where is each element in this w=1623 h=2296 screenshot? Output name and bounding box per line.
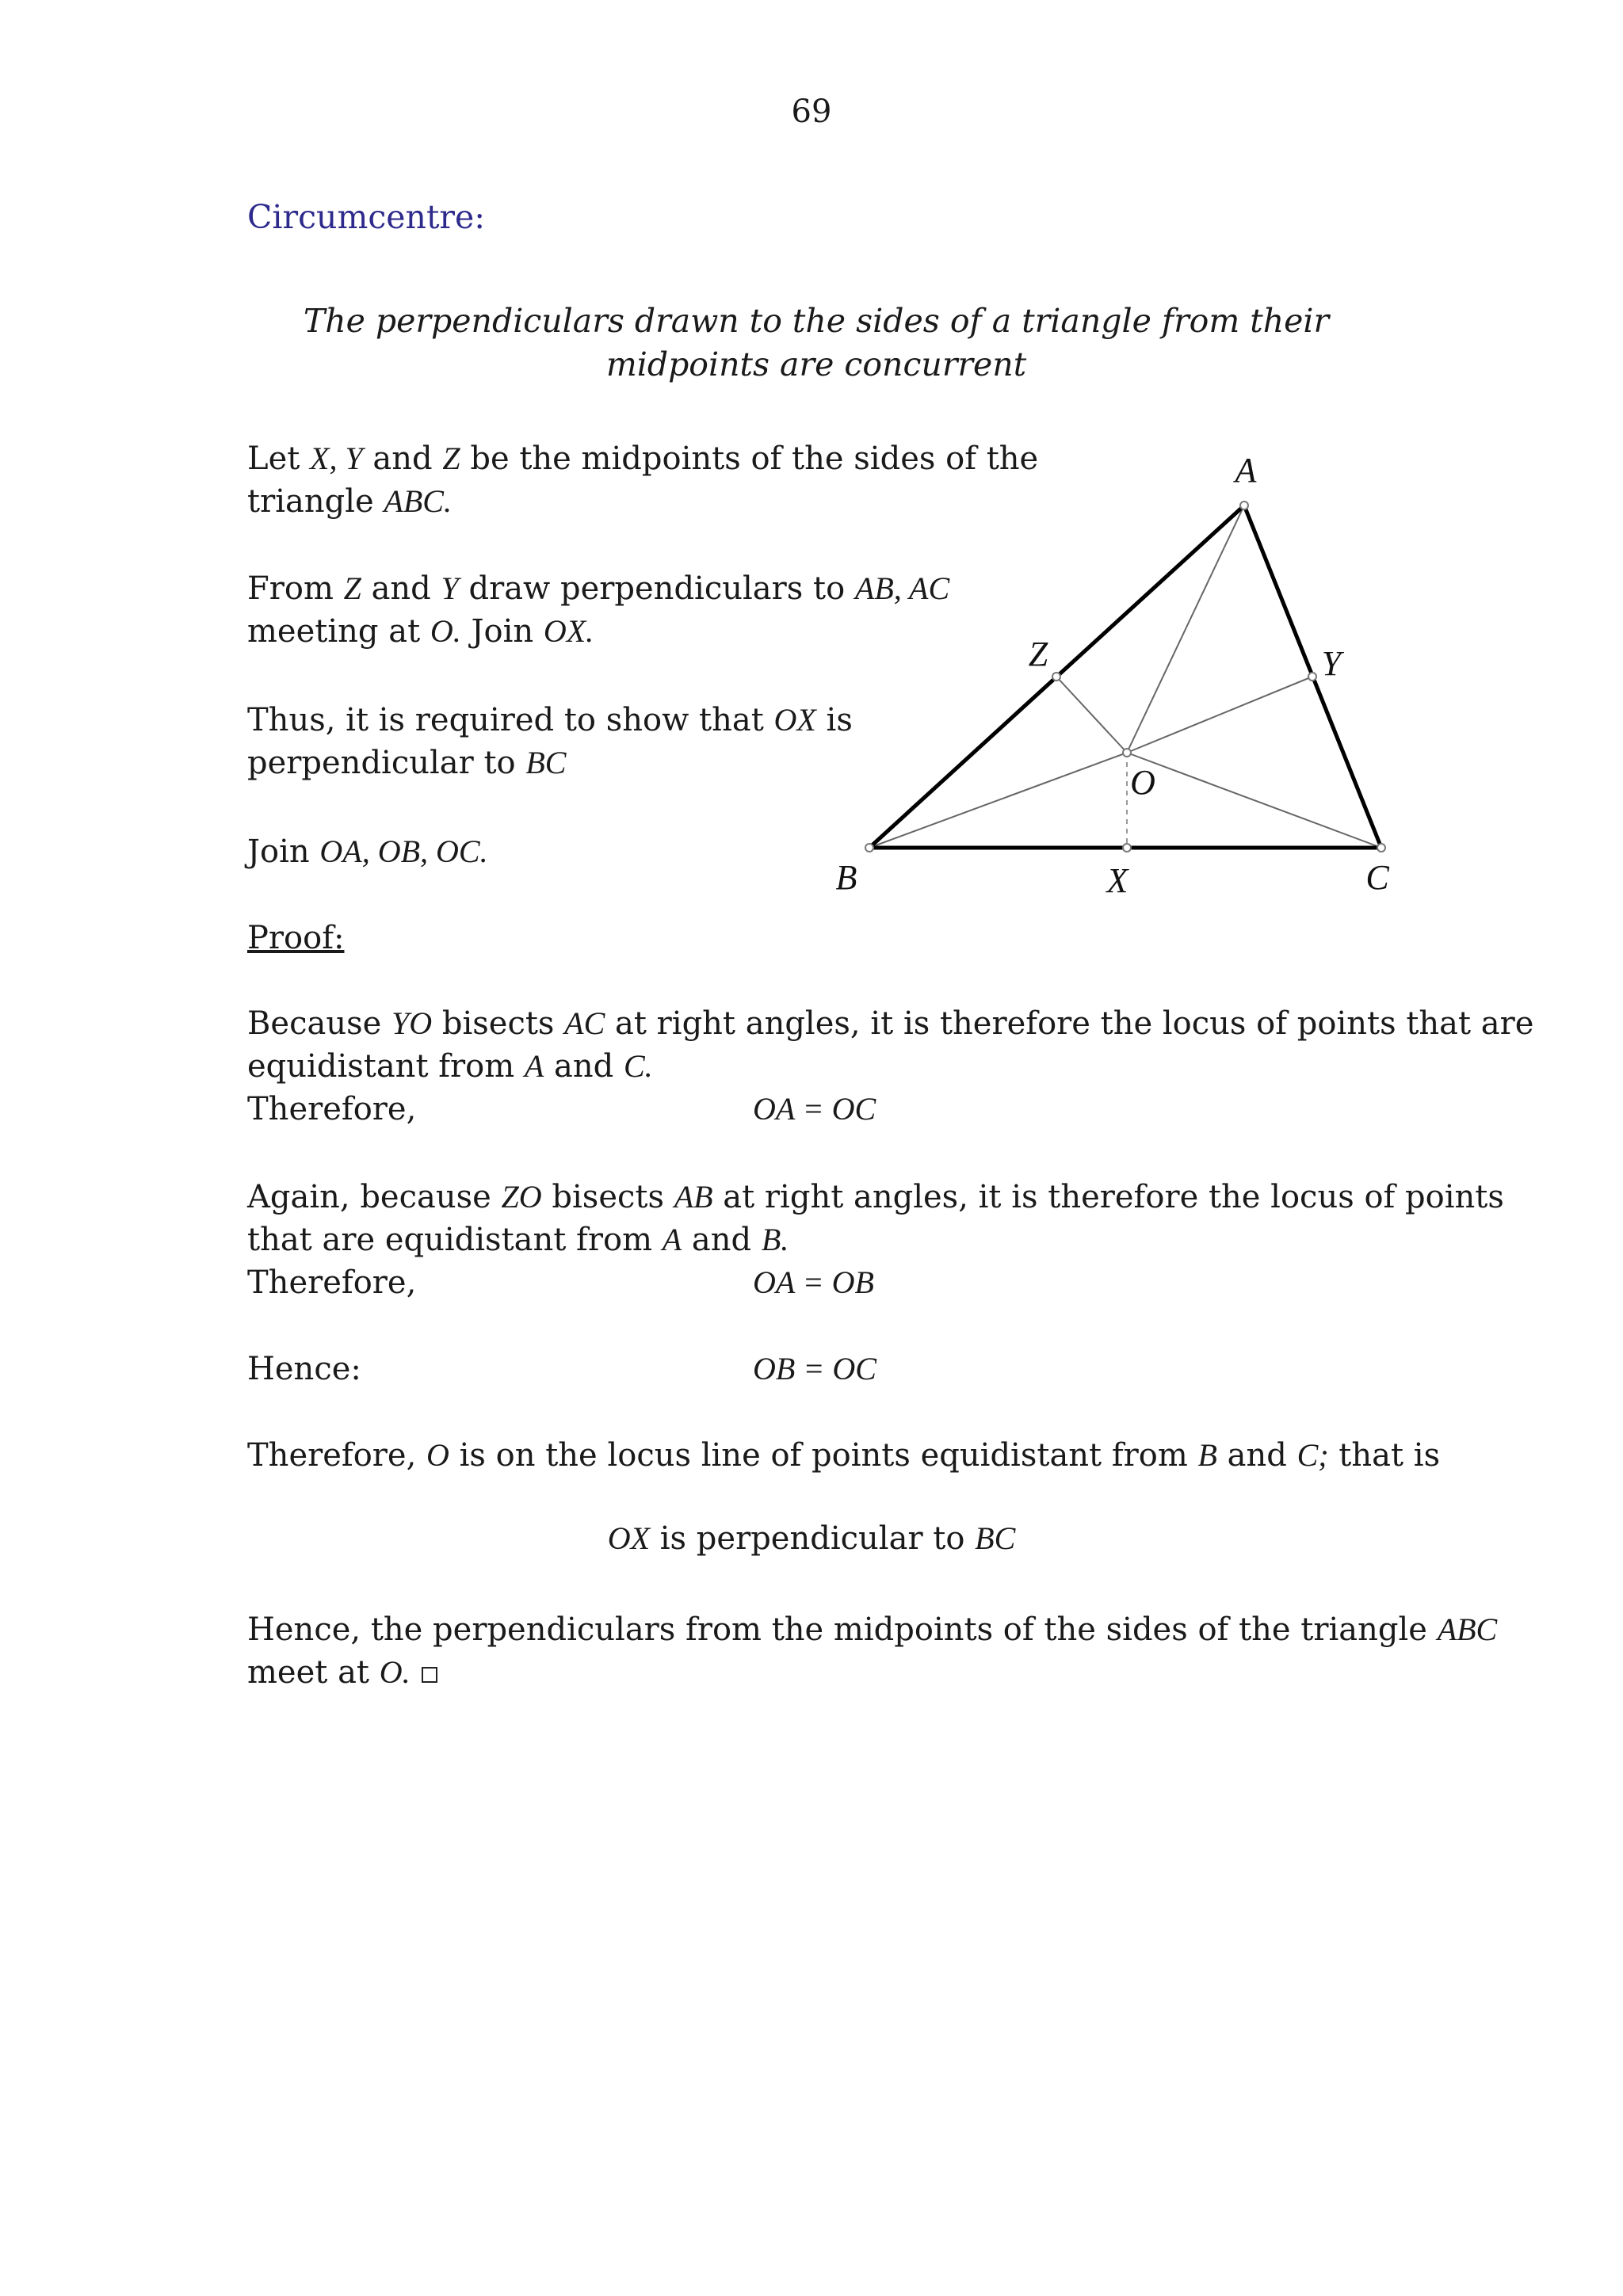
- label-Y: Y: [1321, 644, 1342, 683]
- math: Z: [442, 441, 460, 476]
- text: that is: [1328, 1437, 1441, 1474]
- therefore-label: Therefore,: [247, 1091, 417, 1127]
- section-title: Circumcentre:: [247, 198, 486, 236]
- equation-oa-oc: OA = OC: [753, 1091, 876, 1127]
- text: meeting at: [247, 613, 430, 650]
- point-C: [1377, 844, 1385, 852]
- theorem-line-1: The perpendiculars drawn to the sides of a triangle from their: [303, 302, 1330, 340]
- proof-step-1: [247, 1002, 1533, 1131]
- math: OA, OB, OC.: [319, 833, 488, 869]
- text: is: [815, 702, 853, 738]
- text: From: [247, 570, 344, 607]
- conclusion-statement: [0, 1517, 1623, 1560]
- point-Y: [1308, 673, 1316, 681]
- text: Thus, it is required to show that: [247, 702, 774, 738]
- text: and: [362, 441, 443, 477]
- proof-step-2: [247, 1176, 1504, 1304]
- label-C: C: [1365, 858, 1389, 897]
- text: triangle: [247, 483, 384, 520]
- math: C.: [623, 1048, 653, 1084]
- text: is on the locus line of points equidistant from: [449, 1437, 1198, 1474]
- math: Y: [441, 570, 459, 606]
- math: OX: [773, 702, 816, 738]
- text: at right angles, it is therefore the locus of points: [712, 1179, 1504, 1215]
- equation-oa-ob: OA = OB: [753, 1264, 874, 1300]
- point-B: [865, 844, 873, 852]
- qed-square-icon: [422, 1667, 437, 1683]
- equation-ob-oc: OB = OC: [753, 1351, 876, 1386]
- point-Z: [1052, 673, 1060, 681]
- proof-heading: Proof:: [247, 920, 345, 956]
- proof-step-4: [247, 1434, 1440, 1477]
- text: is perpendicular to: [650, 1520, 976, 1557]
- math: BC: [975, 1520, 1016, 1556]
- point-A: [1240, 502, 1248, 509]
- setup-paragraph-4: [247, 830, 488, 873]
- math: ZO: [501, 1179, 542, 1215]
- math: ABC.: [384, 483, 452, 519]
- math: A: [524, 1048, 544, 1084]
- theorem-statement: [301, 299, 1331, 387]
- math: AC: [564, 1005, 605, 1041]
- math: B.: [761, 1222, 789, 1257]
- point-O: [1123, 749, 1131, 757]
- text: that are equidistant from: [247, 1222, 663, 1258]
- text: Therefore,: [247, 1437, 427, 1474]
- math: O: [426, 1437, 449, 1473]
- math: AB: [674, 1179, 713, 1215]
- math: O.: [379, 1654, 411, 1690]
- proof-step-6: [247, 1608, 1497, 1694]
- math: A: [662, 1222, 682, 1257]
- math: B: [1197, 1437, 1217, 1473]
- math: OX: [607, 1520, 651, 1556]
- text: draw perpendiculars to: [458, 570, 855, 607]
- label-Z: Z: [1028, 635, 1048, 673]
- line-OB: [869, 753, 1127, 848]
- text: bisects: [541, 1179, 674, 1215]
- label-B: B: [835, 858, 857, 897]
- math: AB, AC: [854, 570, 950, 606]
- text: equidistant from: [247, 1048, 525, 1085]
- text: and: [544, 1048, 624, 1085]
- triangle-figure: [792, 444, 1426, 903]
- math: X, Y: [310, 441, 363, 476]
- setup-paragraph-3: [247, 699, 853, 784]
- label-O: O: [1130, 763, 1155, 802]
- math: OX.: [543, 613, 594, 649]
- therefore-label: Therefore,: [247, 1264, 417, 1301]
- text: Because: [247, 1005, 391, 1042]
- page-number: 69: [791, 93, 832, 130]
- text: bisects: [432, 1005, 565, 1042]
- math: YO: [391, 1005, 433, 1041]
- math: C;: [1296, 1437, 1329, 1473]
- text: and: [1216, 1437, 1297, 1474]
- label-A: A: [1235, 451, 1257, 490]
- text: Hence, the perpendiculars from the midpoints of the sides of the triangle: [247, 1611, 1438, 1648]
- math: Z: [343, 570, 361, 606]
- text: and: [682, 1222, 762, 1258]
- math: ABC: [1437, 1611, 1498, 1647]
- text: Let: [247, 441, 311, 477]
- text: Join: [460, 613, 544, 650]
- text: Again, because: [247, 1179, 502, 1215]
- hence-label: Hence:: [247, 1351, 361, 1387]
- text: and: [361, 570, 441, 607]
- text: perpendicular to: [247, 745, 526, 781]
- line-OY: [1127, 677, 1312, 753]
- text: be the midpoints of the sides of the: [460, 441, 1039, 477]
- line-OZ: [1056, 677, 1127, 753]
- line-OA: [1127, 505, 1244, 753]
- label-X: X: [1106, 861, 1128, 900]
- theorem-line-2: midpoints are concurrent: [605, 345, 1027, 383]
- text: at right angles, it is therefore the locus of points that are: [605, 1005, 1534, 1042]
- math: O.: [430, 613, 461, 649]
- math: BC: [525, 745, 567, 780]
- text: Join: [247, 833, 320, 870]
- text: meet at: [247, 1654, 380, 1691]
- point-X: [1123, 844, 1131, 852]
- line-OC: [1127, 753, 1381, 848]
